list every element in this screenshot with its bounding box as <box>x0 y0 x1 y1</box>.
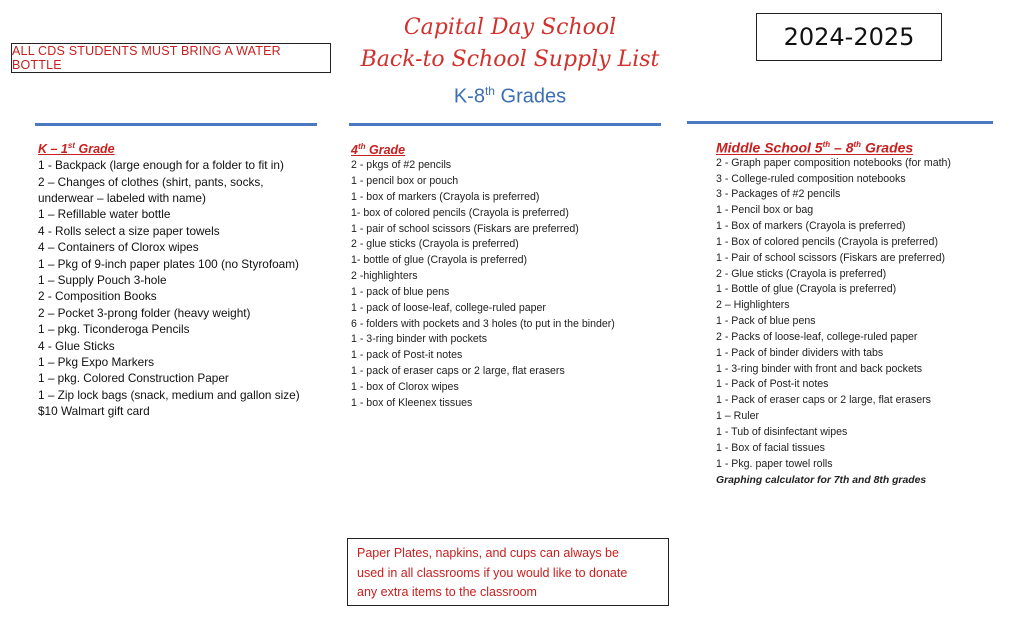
year-box: 2024-2025 <box>756 13 942 61</box>
grades-suffix: Grades <box>494 85 567 108</box>
heading-k1-pre: K – 1 <box>38 142 68 157</box>
donation-notice <box>347 538 669 606</box>
list-item: 1 - Pack of Post-it notes <box>716 378 829 391</box>
supply-list-k1 <box>38 157 338 420</box>
list-item: 1 - pack of blue pens <box>351 285 450 298</box>
supply-list-4th <box>351 158 671 412</box>
list-item: 1 - Pack of blue pens <box>716 315 816 328</box>
list-item: 1 - Pack of eraser caps or 2 large, flat erasers <box>716 394 931 407</box>
supply-list-middle <box>716 156 1006 489</box>
list-item: 1 - Backpack (large enough for a folder to fit in) <box>38 158 284 173</box>
list-item: 1 – Pkg Expo Markers <box>38 355 155 370</box>
list-item: 1 - Tub of disinfectant wipes <box>716 426 848 438</box>
list-item: 1 – Zip lock bags (snack, medium and gallon size) <box>38 387 300 402</box>
list-item: 6 - folders with pockets and 3 holes (to put in the binder) <box>351 317 615 330</box>
column-heading-k1 <box>38 138 338 157</box>
list-item: 1 - pack of Post-it notes <box>351 349 463 362</box>
list-item: 2 – Pocket 3-prong folder (heavy weight) <box>38 305 251 320</box>
list-item: 2 – Highlighters <box>716 299 790 312</box>
heading-4th-post: Grade <box>365 143 406 158</box>
column-divider-k1 <box>35 123 317 126</box>
heading-ms-sup: th <box>822 140 831 149</box>
graphing-calculator-note: Graphing calculator for 7th and 8th grades <box>716 474 927 486</box>
list-item: 1- box of colored pencils (Crayola is preferred) <box>351 206 569 219</box>
list-item: 2 - glue sticks (Crayola is preferred) <box>351 238 519 251</box>
list-item: 1 - Pkg. paper towel rolls <box>716 457 833 470</box>
list-item: 2 - Glue sticks (Crayola is preferred) <box>716 267 887 280</box>
list-item: 1 – pkg. Ticonderoga Pencils <box>38 322 190 337</box>
list-item: 4 – Containers of Clorox wipes <box>38 240 199 255</box>
list-item: 1 - Box of colored pencils (Crayola is preferred) <box>716 235 938 248</box>
donation-line-3: any extra items to the classroom <box>357 585 537 599</box>
list-item: 3 - College-ruled composition notebooks <box>716 172 906 185</box>
list-item: 1 – Refillable water bottle <box>38 207 171 222</box>
list-item: 4 - Rolls select a size paper towels <box>38 223 220 238</box>
list-item: 2 - pkgs of #2 pencils <box>351 159 452 172</box>
heading-k1-post: Grade <box>75 142 115 157</box>
heading-ms-pre: Middle School 5 <box>716 139 823 156</box>
list-item: 1 - box of markers (Crayola is preferred) <box>351 190 540 203</box>
list-item: 1 - pack of loose-leaf, college-ruled paper <box>351 301 546 314</box>
list-item: 1 - 3-ring binder with front and back pockets <box>716 362 923 375</box>
list-item: 1 - 3-ring binder with pockets <box>351 333 488 346</box>
list-item: 4 - Glue Sticks <box>38 338 115 353</box>
list-item: 1 - Pencil box or bag <box>716 204 814 217</box>
list-item: 1 - pair of school scissors (Fiskars are preferred) <box>351 222 579 235</box>
column-heading-middle <box>716 137 1006 156</box>
list-item: 2 – Changes of clothes (shirt, pants, socks, <box>38 174 264 189</box>
column-k-1st <box>38 138 338 420</box>
list-item: 1 - Box of facial tissues <box>716 441 825 454</box>
column-divider-4th <box>349 123 661 126</box>
list-title: Back-to School Supply List <box>360 47 660 72</box>
list-item: 3 - Packages of #2 pencils <box>716 188 841 201</box>
list-item: $10 Walmart gift card <box>38 404 150 419</box>
grades-prefix: K-8 <box>453 85 485 108</box>
list-item: 1 - pencil box or pouch <box>351 175 459 187</box>
list-item: 1 – Supply Pouch 3-hole <box>38 273 167 287</box>
list-item: 1 - Box of markers (Crayola is preferred) <box>716 220 906 233</box>
list-item: 1 – pkg. Colored Construction Paper <box>38 371 229 386</box>
heading-k1-sup: st <box>67 141 76 150</box>
heading-4th-sup: th <box>357 142 366 151</box>
list-item: 1 – Pkg of 9-inch paper plates 100 (no Styrofoam) <box>38 256 299 271</box>
list-item: 2 - Composition Books <box>38 289 157 304</box>
list-item: underwear – labeled with name) <box>38 190 206 205</box>
list-item: 1 - Pair of school scissors (Fiskars are preferred) <box>716 251 946 264</box>
column-4th-grade <box>351 139 671 412</box>
list-item: 1 - Pack of binder dividers with tabs <box>716 346 884 359</box>
column-middle-school <box>716 137 1006 488</box>
column-divider-middle <box>687 121 993 124</box>
list-item: 1 - box of Clorox wipes <box>351 380 459 393</box>
list-item: 2 - Packs of loose-leaf, college-ruled paper <box>716 330 918 343</box>
list-item: 2 - Graph paper composition notebooks (for math) <box>716 156 951 169</box>
heading-ms-mid: – 8 <box>830 139 854 156</box>
grades-title <box>290 76 730 112</box>
donation-line-1: Paper Plates, napkins, and cups can always be <box>357 546 619 560</box>
donation-line-2: used in all classrooms if you would like to donate <box>357 565 628 580</box>
title-block <box>290 12 730 112</box>
list-item: 1 - box of Kleenex tissues <box>351 396 473 409</box>
heading-ms-sup2: th <box>853 140 862 149</box>
water-bottle-notice: ALL CDS STUDENTS MUST BRING A WATER BOTTLE <box>11 43 331 73</box>
heading-4th-pre: 4 <box>351 143 358 158</box>
column-heading-4th <box>351 139 671 158</box>
grades-sup: th <box>484 84 495 98</box>
list-item: 1 - pack of eraser caps or 2 large, flat erasers <box>351 365 565 378</box>
school-name: Capital Day School <box>403 15 617 40</box>
list-item: 1 – Ruler <box>716 410 759 423</box>
heading-ms-post: Grades <box>861 139 914 156</box>
list-item: 2 -highlighters <box>351 270 418 283</box>
list-item: 1- bottle of glue (Crayola is preferred) <box>351 254 528 267</box>
list-item: 1 - Bottle of glue (Crayola is preferred) <box>716 283 897 296</box>
